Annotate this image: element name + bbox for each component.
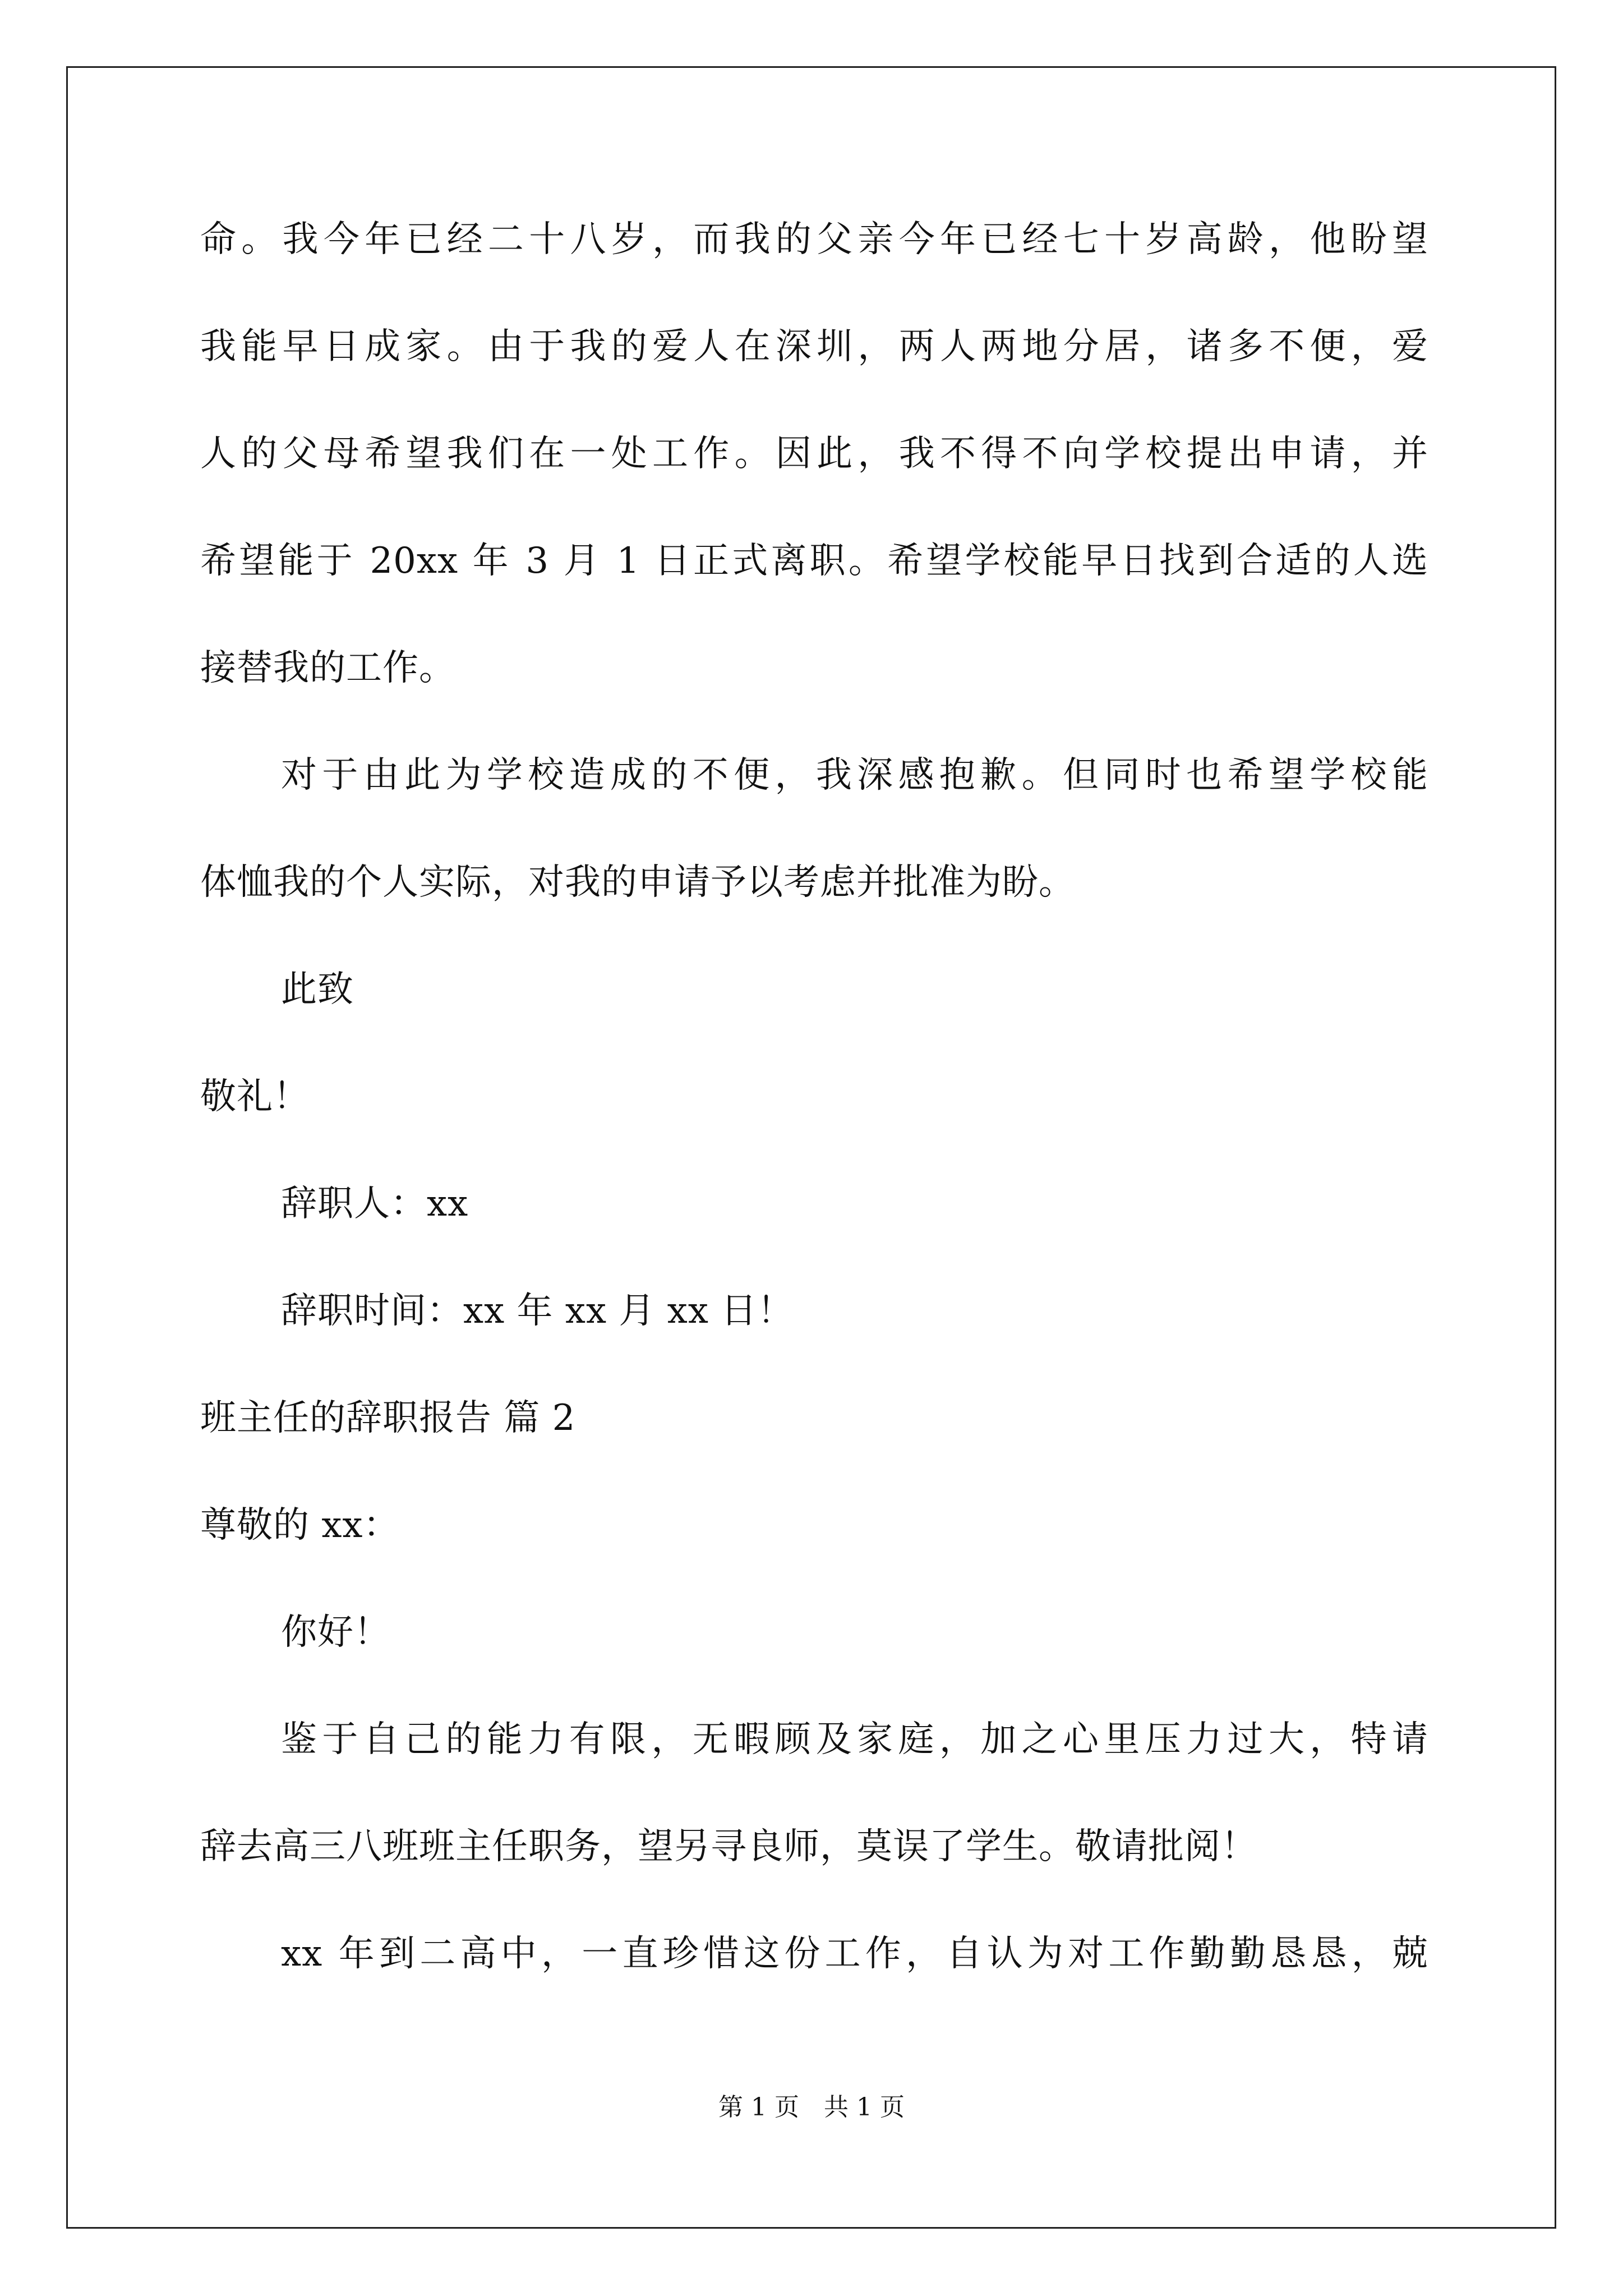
- body-line: xx 年到二高中，一直珍惜这份工作，自认为对工作勤勤恳恳，兢: [281, 1933, 1428, 1975]
- salutation-closing: 此致: [281, 969, 354, 1010]
- section-title: 班主任的辞职报告 篇 2: [200, 1397, 576, 1439]
- body-line: 辞去高三八班班主任职务，望另寻良师，莫误了学生。敬请批阅！: [200, 1826, 1257, 1867]
- resigner-name: 辞职人：xx: [281, 1183, 469, 1225]
- salutation: 尊敬的 xx：: [200, 1504, 400, 1546]
- greeting: 你好！: [281, 1612, 390, 1653]
- body-line: 对于由此为学校造成的不便，我深感抱歉。但同时也希望学校能: [281, 754, 1428, 796]
- body-line: 鉴于自己的能力有限，无暇顾及家庭，加之心里压力过大，特请: [281, 1719, 1428, 1760]
- page-footer: 第 1 页 共 1 页: [718, 2093, 905, 2122]
- document-body: [200, 219, 1428, 2043]
- regards: 敬礼！: [200, 1076, 310, 1117]
- body-line: 接替我的工作。: [200, 647, 455, 689]
- body-line: 体恤我的个人实际，对我的申请予以考虑并批准为盼。: [200, 862, 1075, 903]
- body-line: 人的父母希望我们在一处工作。因此，我不得不向学校提出申请，并: [200, 433, 1428, 475]
- resignation-date: 辞职时间：xx 年 xx 月 xx 日！: [281, 1290, 794, 1332]
- body-line: 命。我今年已经二十八岁，而我的父亲今年已经七十岁高龄，他盼望: [200, 219, 1428, 260]
- body-line: 希望能于 20xx 年 3 月 1 日正式离职。希望学校能早日找到合适的人选: [200, 540, 1428, 582]
- body-line: 我能早日成家。由于我的爱人在深圳，两人两地分居，诸多不便，爱: [200, 326, 1428, 367]
